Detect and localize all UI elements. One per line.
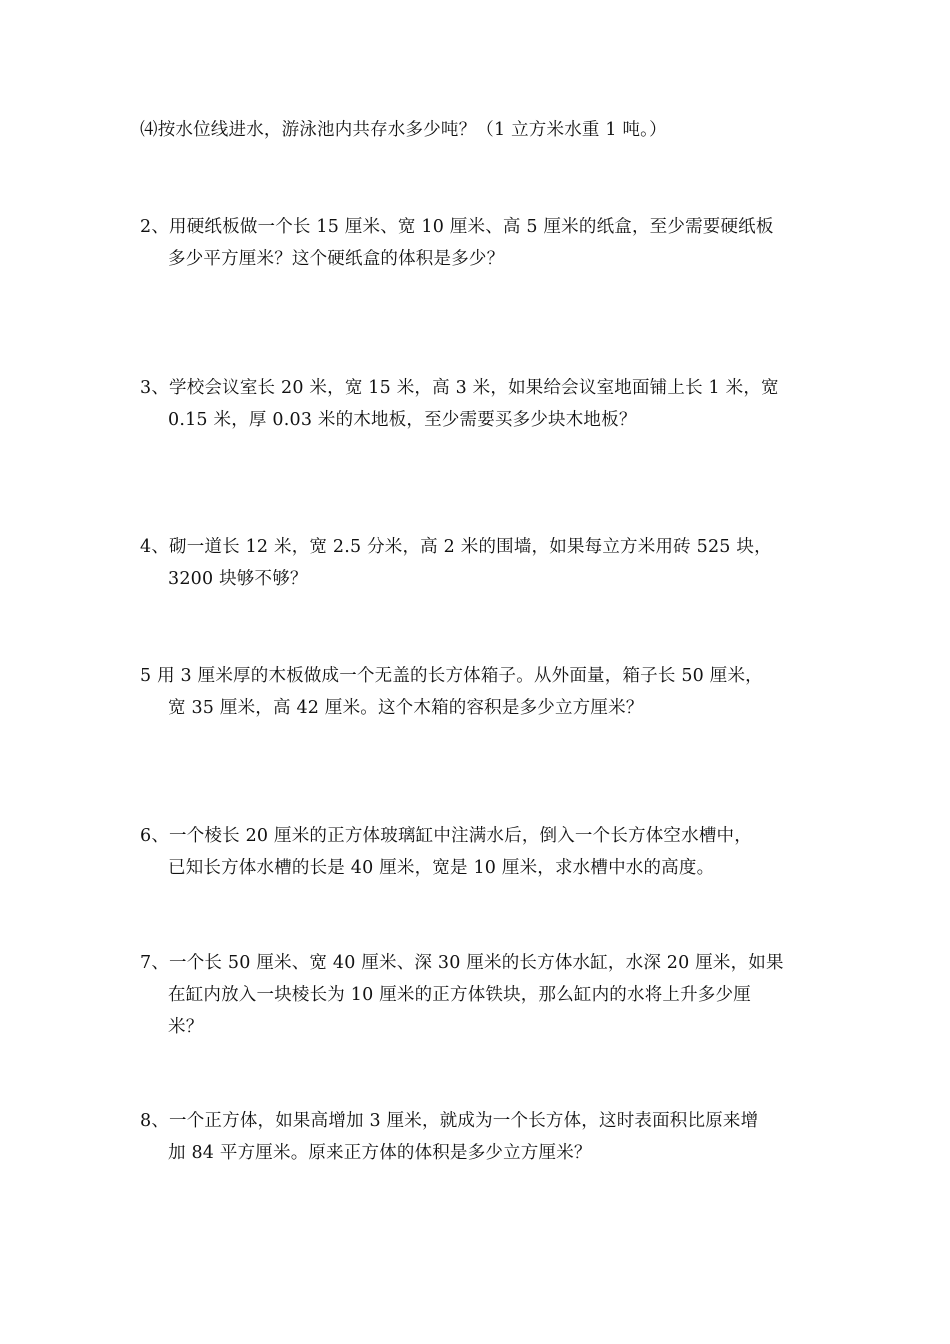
question-line: 6、一个棱长 20 厘米的正方体玻璃缸中注满水后，倒入一个长方体空水槽中， [140,826,752,846]
question-line: 0.15 米，厚 0.03 米的木地板，至少需要买多少块木地板？ [168,410,637,430]
question-8 [140,1105,820,1169]
question-line: 宽 35 厘米，高 42 厘米。这个木箱的容积是多少立方厘米？ [168,698,644,718]
question-line: 多少平方厘米？这个硬纸盒的体积是多少？ [168,249,505,269]
question-4 [140,531,820,595]
question-6 [140,820,820,884]
question-line: 2、用硬纸板做一个长 15 厘米、宽 10 厘米、高 5 厘米的纸盒，至少需要硬纸板 [140,217,774,237]
question-2 [140,211,820,275]
question-7 [140,947,820,1043]
question-4-sub [140,114,820,146]
question-line: 在缸内放入一块棱长为 10 厘米的正方体铁块，那么缸内的水将上升多少厘 [168,985,751,1005]
question-line: 5 用 3 厘米厚的木板做成一个无盖的长方体箱子。从外面量，箱子长 50 厘米， [140,666,763,686]
question-line: 已知长方体水槽的长是 40 厘米，宽是 10 厘米，求水槽中水的高度。 [168,858,715,878]
question-line: ⑷按水位线进水，游泳池内共存水多少吨？（1 立方米水重 1 吨。） [140,120,667,140]
question-5 [140,660,820,724]
question-line: 3、学校会议室长 20 米，宽 15 米，高 3 米，如果给会议室地面铺上长 1 米，宽 [140,378,779,398]
question-line: 加 84 平方厘米。原来正方体的体积是多少立方厘米？ [168,1143,592,1163]
question-line: 米？ [168,1017,204,1037]
question-3 [140,372,820,436]
question-line: 7、一个长 50 厘米、宽 40 厘米、深 30 厘米的长方体水缸，水深 20 厘米，如果 [140,953,784,973]
question-line: 4、砌一道长 12 米，宽 2.5 分米，高 2 米的围墙，如果每立方米用砖 525 块， [140,537,772,557]
question-line: 8、一个正方体，如果高增加 3 厘米，就成为一个长方体，这时表面积比原来增 [140,1111,759,1131]
question-line: 3200 块够不够？ [168,569,308,589]
